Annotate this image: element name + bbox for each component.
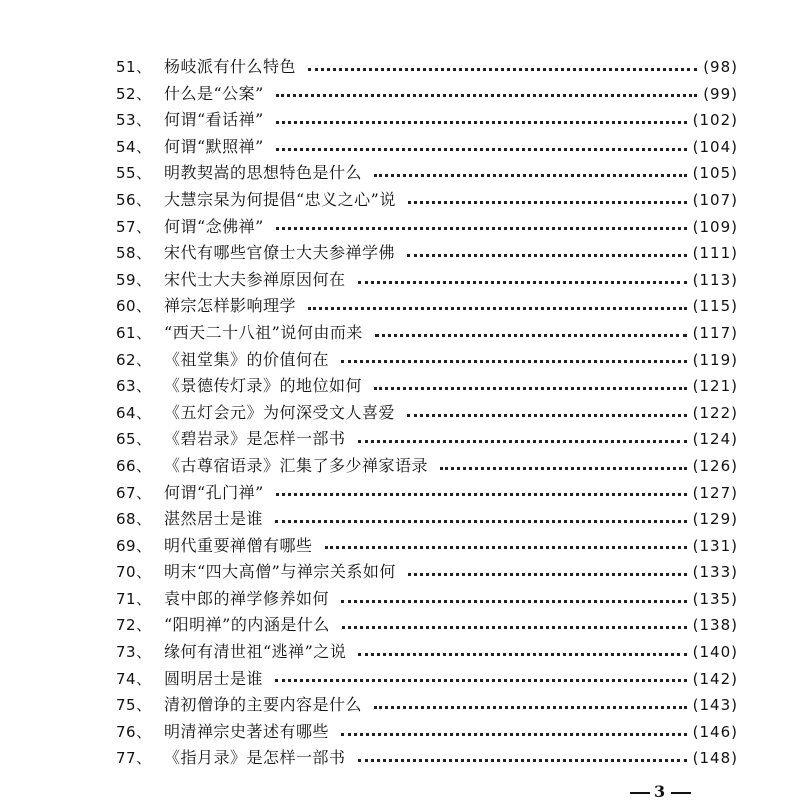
toc-entry [116,267,738,294]
dot-leader [374,174,687,177]
entry-page: (115) [692,297,738,316]
entry-page: (131) [692,536,738,555]
entry-title: 明代重要禅僧有哪些 [164,535,313,555]
dot-leader [341,360,687,363]
toc-entry [116,54,738,81]
dot-leader [308,307,687,310]
entry-title: 《五灯会元》为何深受文人喜爱 [164,402,396,422]
entry-title: 何谓“孔门禅” [164,482,264,502]
toc-entry [116,533,738,560]
toc-entry [116,612,738,639]
entry-title: 禅宗怎样影响理学 [164,296,297,316]
toc-entry [116,692,738,719]
entry-page: (129) [692,510,738,529]
entry-title: 《指月录》是怎样一部书 [164,748,346,768]
toc-entry [116,426,738,453]
toc-entry [116,320,738,347]
dot-leader [407,254,687,257]
entry-title: 明清禅宗史著述有哪些 [164,721,330,741]
dot-leader [276,148,687,151]
entry-page: (142) [692,669,738,688]
toc-entry [116,666,738,693]
dot-leader [308,68,697,71]
entry-title: 缘何有清世祖“逃禅”之说 [164,642,347,662]
toc-entry [116,559,738,586]
entry-page: (107) [692,190,738,209]
entry-number: 56、 [116,190,152,209]
dot-leader [276,493,687,496]
dot-leader [440,467,687,470]
entry-title: 何谓“默照禅” [164,136,264,156]
entry-number: 71、 [116,589,152,608]
entry-page: (102) [692,111,738,130]
entry-number: 70、 [116,563,152,582]
page-footer [626,782,695,801]
toc-entry [116,745,738,772]
entry-title: 明末“四大高僧”与禅宗关系如何 [164,562,396,582]
page-number: 3 [654,782,668,801]
entry-number: 51、 [116,58,152,76]
entry-number: 74、 [116,669,152,688]
footer-dash-left [630,792,650,794]
dot-leader [276,121,687,124]
entry-number: 57、 [116,217,152,236]
entry-number: 63、 [116,377,152,396]
entry-title: 何谓“念佛禅” [164,216,264,236]
entry-page: (122) [692,403,738,422]
entry-page: (105) [692,164,738,183]
entry-title: 杨岐派有什么特色 [164,57,297,76]
toc-entry [116,160,738,187]
entry-page: (117) [692,323,738,342]
entry-number: 55、 [116,164,152,183]
toc-entry [116,506,738,533]
entry-page: (104) [692,137,738,156]
dot-leader [408,201,687,204]
dot-leader [358,281,687,284]
entry-title: 明教契嵩的思想特色是什么 [164,163,363,183]
entry-title: 《景德传灯录》的地位如何 [164,376,363,396]
dot-leader [325,546,687,549]
entry-title: “阳明禅”的内涵是什么 [164,615,330,635]
entry-page: (119) [692,350,738,369]
entry-page: (146) [692,722,738,741]
entry-title: 《祖堂集》的价值何在 [164,349,330,369]
entry-title: 《碧岩录》是怎样一部书 [164,429,346,449]
toc-entry [116,81,738,108]
entry-page: (127) [692,483,738,502]
entry-number: 75、 [116,696,152,715]
entry-page: (98) [703,58,738,76]
entry-number: 67、 [116,483,152,502]
entry-page: (133) [692,563,738,582]
entry-title: 宋代士大夫参禅原因何在 [164,269,346,289]
entry-title: 《古尊宿语录》汇集了多少禅家语录 [164,455,429,475]
entry-page: (111) [692,244,738,263]
entry-title: 圆明居士是谁 [164,668,264,688]
footer-dash-right [671,792,691,794]
table-of-contents [116,54,738,772]
toc-entry [116,719,738,746]
entry-page: (138) [692,616,738,635]
entry-page: (124) [692,430,738,449]
toc-entry [116,453,738,480]
entry-number: 65、 [116,430,152,449]
entry-title: 何谓“看话禅” [164,110,264,130]
dot-leader [276,94,697,97]
dot-leader [358,440,687,443]
toc-entry [116,347,738,374]
dot-leader [358,653,686,656]
entry-page: (135) [692,589,738,608]
toc-entry [116,373,738,400]
dot-leader [276,227,687,230]
entry-page: (140) [692,643,738,662]
entry-title: 袁中郎的禅学修养如何 [164,588,330,608]
entry-page: (99) [703,84,738,103]
entry-title: 什么是“公案” [164,83,264,103]
toc-entry [116,187,738,214]
toc-entry [116,480,738,507]
entry-number: 66、 [116,456,152,475]
entry-number: 73、 [116,643,152,662]
toc-entry [116,107,738,134]
entry-title: “西天二十八祖”说何由而来 [164,322,363,342]
toc-entry [116,586,738,613]
dot-leader [341,733,687,736]
entry-title: 清初僧诤的主要内容是什么 [164,695,363,715]
dot-leader [358,759,687,762]
entry-number: 69、 [116,536,152,555]
entry-number: 60、 [116,297,152,316]
dot-leader [342,626,687,629]
entry-number: 59、 [116,270,152,289]
toc-entry [116,134,738,161]
entry-number: 72、 [116,616,152,635]
entry-page: (148) [692,749,738,768]
entry-page: (109) [692,217,738,236]
toc-entry [116,214,738,241]
entry-page: (113) [692,270,738,289]
toc-entry [116,400,738,427]
dot-leader [374,706,687,709]
entry-number: 52、 [116,84,152,103]
toc-entry [116,240,738,267]
entry-number: 62、 [116,350,152,369]
entry-number: 64、 [116,403,152,422]
entry-number: 76、 [116,722,152,741]
entry-number: 53、 [116,111,152,130]
entry-page: (143) [692,696,738,715]
entry-title: 宋代有哪些官僚士大夫参禅学佛 [164,243,396,263]
dot-leader [341,600,687,603]
dot-leader [407,414,687,417]
entry-title: 大慧宗杲为何提倡“忠义之心”说 [164,189,396,209]
entry-number: 58、 [116,244,152,263]
entry-page: (126) [692,456,738,475]
entry-number: 54、 [116,137,152,156]
entry-title: 湛然居士是谁 [164,509,264,529]
entry-number: 77、 [116,749,152,768]
toc-entry [116,639,738,666]
dot-leader [374,387,687,390]
entry-number: 61、 [116,323,152,342]
dot-leader [375,334,687,337]
entry-number: 68、 [116,510,152,529]
dot-leader [275,520,687,523]
dot-leader [275,679,687,682]
dot-leader [408,573,687,576]
entry-page: (121) [692,377,738,396]
toc-entry [116,293,738,320]
